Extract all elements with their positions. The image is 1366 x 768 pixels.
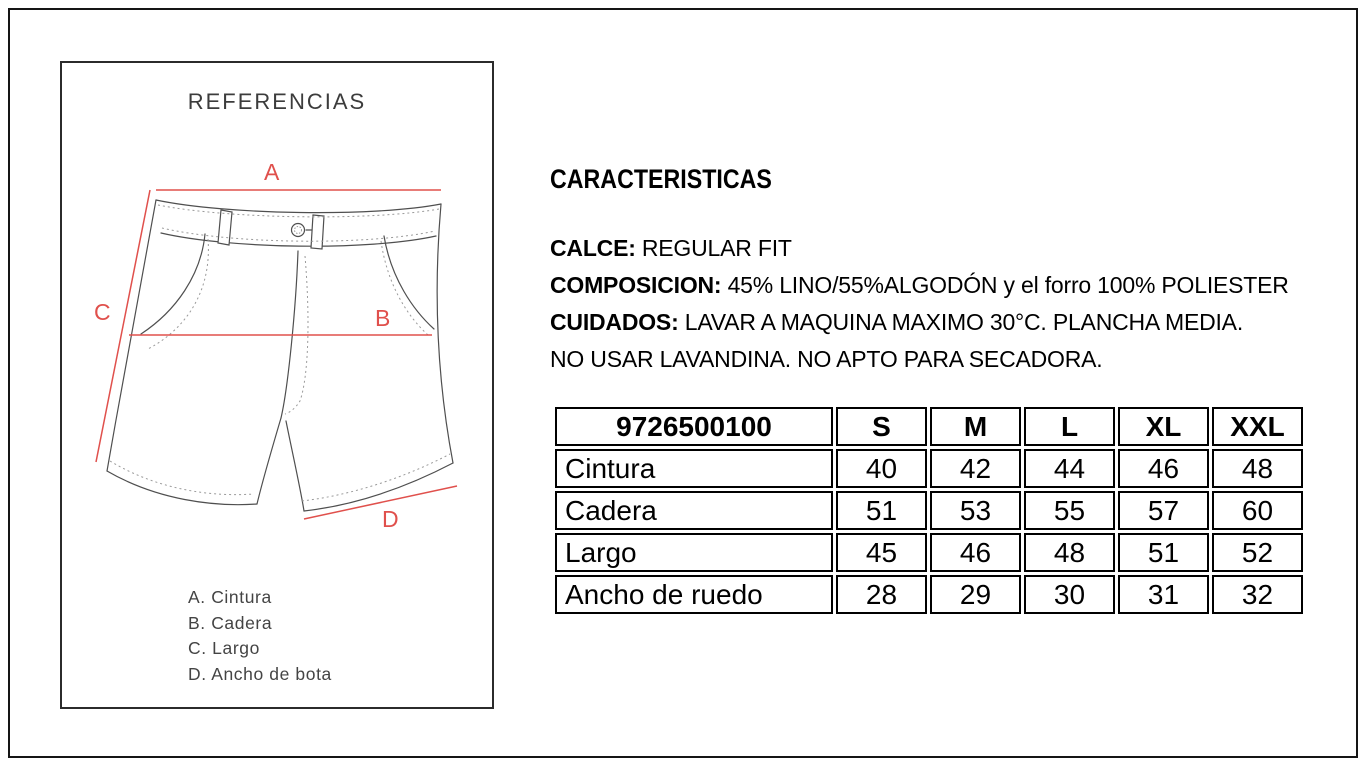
left-hem-stitch xyxy=(110,461,254,495)
cell-value: 29 xyxy=(930,575,1021,614)
measure-line-d xyxy=(304,486,457,519)
composicion-line xyxy=(550,267,1289,304)
cell-value: 53 xyxy=(930,491,1021,530)
cell-value: 51 xyxy=(836,491,927,530)
calce-label: CALCE: xyxy=(550,235,636,261)
references-legend xyxy=(188,585,332,687)
button-stitch xyxy=(295,227,302,234)
marker-c: C xyxy=(94,299,111,325)
calce-text: REGULAR FIT xyxy=(635,235,792,261)
cuidados-label: CUIDADOS: xyxy=(550,309,679,335)
cell-value: 51 xyxy=(1118,533,1209,572)
waist-button xyxy=(292,224,305,237)
measure-line-c xyxy=(96,190,150,462)
legend-item-cadera: B. Cadera xyxy=(188,612,273,633)
right-pocket-opening xyxy=(384,236,434,329)
cuidados-text: LAVAR A MAQUINA MAXIMO 30°C. PLANCHA MEDIA. xyxy=(678,309,1244,335)
cuidados-line-2 xyxy=(550,341,1289,378)
right-inseam xyxy=(286,421,304,511)
table-row-cadera xyxy=(555,491,1303,530)
cell-value: 57 xyxy=(1118,491,1209,530)
spec-sheet-frame xyxy=(8,8,1358,758)
cell-value: 60 xyxy=(1212,491,1303,530)
waistband-stitch xyxy=(162,228,435,241)
legend-item-largo: C. Largo xyxy=(188,638,260,658)
belt-loop-left xyxy=(218,210,232,245)
belt-loop-right xyxy=(311,215,324,249)
left-pocket-stitch xyxy=(148,239,208,349)
cell-value: 46 xyxy=(930,533,1021,572)
left-inseam xyxy=(257,418,281,504)
product-code-cell: 9726500100 xyxy=(555,407,833,446)
row-label: Largo xyxy=(555,533,833,572)
cuidados-line xyxy=(550,304,1289,341)
references-panel xyxy=(60,61,494,709)
table-row-cintura xyxy=(555,449,1303,488)
left-pocket-opening xyxy=(141,234,205,334)
cell-value: 46 xyxy=(1118,449,1209,488)
cell-value: 40 xyxy=(836,449,927,488)
calce-line xyxy=(550,230,1289,267)
size-col-xxl: XXL xyxy=(1212,407,1303,446)
cuidados-text-2: NO USAR LAVANDINA. NO APTO PARA SECADORA. xyxy=(550,346,1103,372)
composicion-label: COMPOSICION: xyxy=(550,272,722,298)
cell-value: 45 xyxy=(836,533,927,572)
right-hem-stitch xyxy=(302,454,450,501)
size-col-m: M xyxy=(930,407,1021,446)
marker-d: D xyxy=(382,506,399,532)
cell-value: 48 xyxy=(1024,533,1115,572)
cell-value: 44 xyxy=(1024,449,1115,488)
table-row-ancho-de-ruedo xyxy=(555,575,1303,614)
row-label: Cintura xyxy=(555,449,833,488)
row-label: Cadera xyxy=(555,491,833,530)
marker-a: A xyxy=(264,159,280,185)
cell-value: 32 xyxy=(1212,575,1303,614)
cell-value: 30 xyxy=(1024,575,1115,614)
cell-value: 42 xyxy=(930,449,1021,488)
size-table xyxy=(552,404,1306,617)
legend-item-ancho: D. Ancho de bota xyxy=(188,663,332,684)
size-col-xl: XL xyxy=(1118,407,1209,446)
size-table-header-row xyxy=(555,407,1303,446)
marker-b: B xyxy=(375,305,391,331)
cell-value: 55 xyxy=(1024,491,1115,530)
table-row-largo xyxy=(555,533,1303,572)
cell-value: 31 xyxy=(1118,575,1209,614)
composicion-text: 45% LINO/55%ALGODÓN y el forro 100% POLIESTER xyxy=(721,272,1289,298)
row-label: Ancho de ruedo xyxy=(555,575,833,614)
cell-value: 48 xyxy=(1212,449,1303,488)
characteristics-body xyxy=(550,230,1289,378)
legend-item-cintura: A. Cintura xyxy=(188,587,272,607)
references-title: REFERENCIAS xyxy=(187,89,367,114)
left-hem xyxy=(107,471,257,505)
right-hem xyxy=(304,463,453,511)
cell-value: 28 xyxy=(836,575,927,614)
size-col-s: S xyxy=(836,407,927,446)
characteristics-title: CARACTERISTICAS xyxy=(550,164,772,194)
size-col-l: L xyxy=(1024,407,1115,446)
right-outer-seam xyxy=(437,204,453,463)
cell-value: 52 xyxy=(1212,533,1303,572)
